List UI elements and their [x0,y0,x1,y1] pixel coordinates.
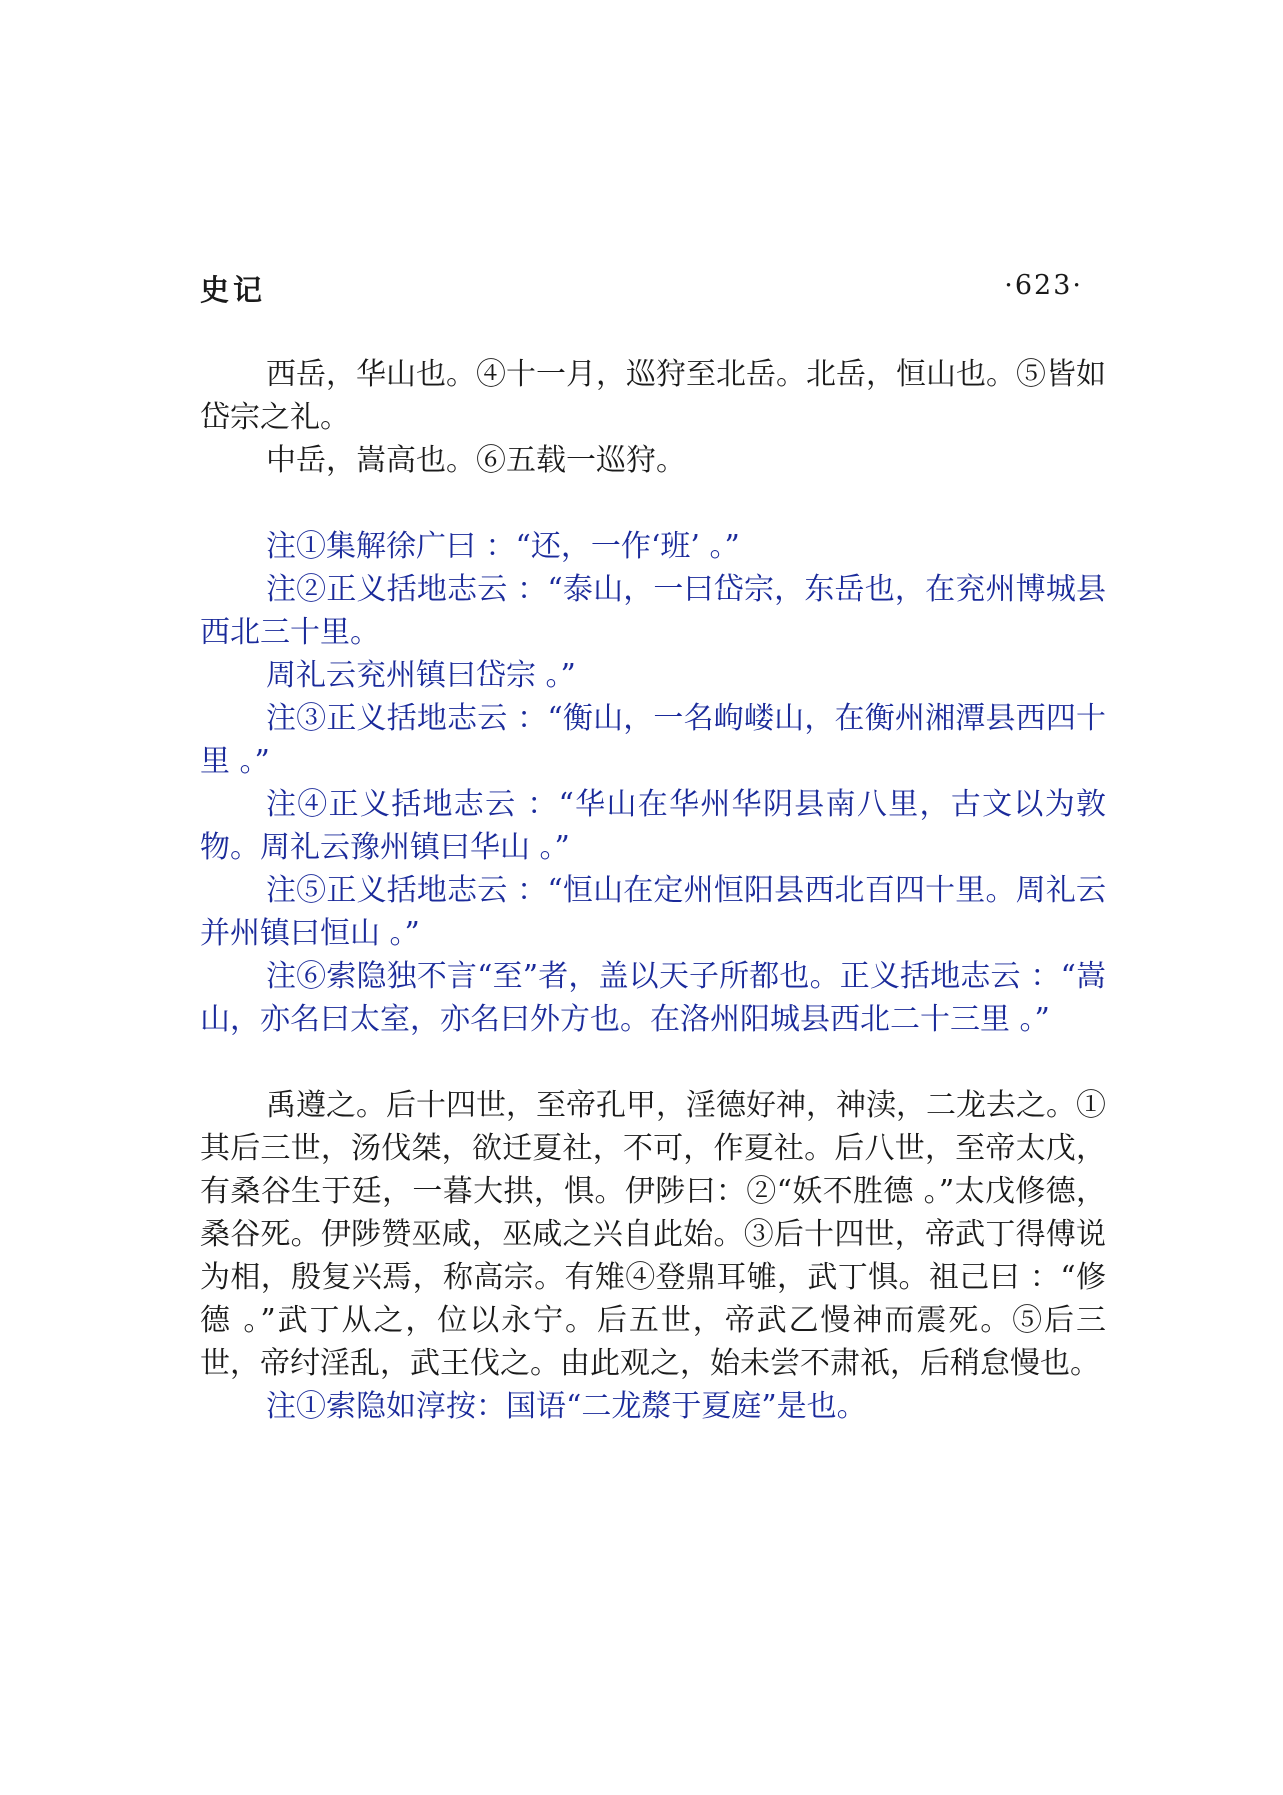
page-body [200,353,1106,1428]
annotation-note: 注⑤正义括地志云 ：“恒山在定州恒阳县西北百四十里。周礼云并州镇曰恒山 。” [200,873,1106,951]
annotation-note: 注③正义括地志云 ：“衡山，一名岣嵝山，在衡州湘潭县西四十里 。” [200,701,1106,779]
paragraph: 禹遵之。后十四世，至帝孔甲，淫德好神，神渎，二龙去之。①其后三世，汤伐桀，欲迁夏社，不可，作夏社。后八世，至帝太戊，有桑谷生于廷，一暮大拱，惧。伊陟曰：②“妖不胜德 。”太戊修德，桑谷死。伊陟赞巫咸，巫咸之兴自此始。③后十四世，帝武丁得傅说为相，殷复兴焉，称高宗。有雉④登鼎耳雊，武丁惧。祖己曰 ：“修德 。”武丁从之，位以永宁。后五世，帝武乙慢神而震死。⑤后三世，帝纣淫乱，武王伐之。由此观之，始未尝不肃祇，后稍怠慢也。 [200,1088,1106,1381]
page-header [200,268,1083,308]
annotation-note: 注④正义括地志云 ：“华山在华州华阴县南八里，古文以为敦物。周礼云豫州镇曰华山 。” [200,787,1106,865]
annotation-note: 周礼云兖州镇曰岱宗 。” [266,658,576,693]
annotation-note: 注①集解徐广曰 ：“还，一作‘班’ 。” [266,529,740,564]
book-title: 史记 [200,273,267,307]
paragraph: 中岳，嵩高也。⑥五载一巡狩。 [266,443,686,478]
paragraph-gap [200,1041,1106,1084]
annotation-note: 注①索隐如淳按：国语“二龙漦于夏庭”是也。 [266,1389,867,1424]
paragraph-gap [200,482,1106,525]
annotation-note: 注⑥索隐独不言“至”者，盖以天子所都也。正义括地志云 ：“嵩山，亦名曰太室，亦名曰外方也。在洛州阳城县西北二十三里 。” [200,959,1106,1037]
page-number: ·623· [1004,270,1083,301]
paragraph: 西岳，华山也。④十一月，巡狩至北岳。北岳，恒山也。⑤皆如岱宗之礼。 [200,357,1106,435]
annotation-note: 注②正义括地志云 ：“泰山，一曰岱宗，东岳也，在兖州博城县西北三十里。 [200,572,1106,650]
